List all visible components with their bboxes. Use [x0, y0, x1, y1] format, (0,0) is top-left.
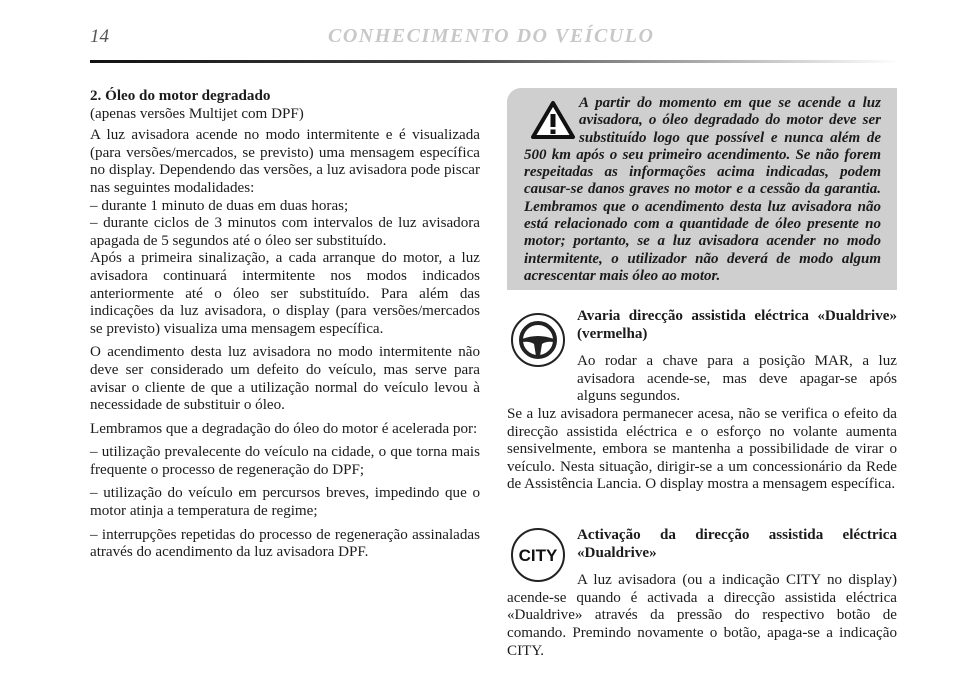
paragraph: – utilização do veículo em percursos breves, impedindo que o motor atinja a temperatura de regime;	[90, 485, 480, 520]
paragraph: Lembramos que a degradação do óleo do motor é acelerada por:	[90, 420, 478, 437]
activation-lead: A luz avisadora (ou a indicação CITY no display) acende-se quando é activada a direcção assistida eléctrica «Dualdrive» através da pressão do respectivo botão de comando. Premindo novamente o botão, apaga-se a indicação CITY.	[507, 572, 897, 659]
section-title-oil: 2. Óleo do motor degradado	[90, 88, 271, 104]
city-icon-label: CITY	[518, 546, 558, 565]
section-dualdrive-activation	[507, 527, 897, 660]
fault-body: Se a luz avisadora permanecer acesa, não se verifica o efeito da direcção assistida eléctrica e o esforço no volante aumenta sensivelmente, embora se mantenha a possibilidade de virar o veículo. Nesta situação, dirigir-se a um concessionário da Rede de Assistência Lancia. O display mostra a mensagem específica.	[507, 405, 897, 493]
paragraph: – utilização prevalecente do veículo na cidade, o que torna mais frequente o processo de regeneração do DPF;	[90, 444, 480, 478]
paragraph: A luz avisadora acende no modo intermitente e é visualizada (para versões/mercados, se previsto) uma mensagem específica no display. Dependendo das versões, a luz avisadora pode piscar nas seguintes modalidades: – durante 1 minuto de duas em duas horas; – durante ciclos de 3 minutos com intervalos de luz avisadora apagada de 5 segundos até o óleo ser substituído. Após a primeira sinalização, a cada arranque do motor, a luz avisadora continuará intermitente nos modos indicados anteriormente até o óleo ser substituído. Para além das indicações da luz avisadora, o display (para versões/mercados se previsto) visualiza uma mensagem específica.	[90, 127, 480, 337]
paragraph: (apenas versões Multijet com DPF)	[90, 105, 304, 122]
page-number: 14	[90, 26, 109, 47]
fault-lead: Ao rodar a chave para a posição MAR, a luz avisadora acende-se, mas deve apagar-se após alguns segundos.	[577, 353, 897, 405]
warning-text: A partir do momento em que se acende a luz avisadora, o óleo degradado do motor deve ser substituído logo que possível e nunca além de 500 km após o seu primeiro acendimento. Se não forem respeitadas as informações acima indicadas, podem causar-se danos graves no motor e a cessão da garantia. Lembramos que o acendimento desta luz avisadora não está relacionado com a quantidade de óleo presente no motor; portanto, se a luz avisadora acender no modo intermitente, o utilizador não deverá de modo algum acrescentar mais óleo ao motor.	[524, 95, 881, 284]
section-title-activation: Activação da direcção assistida eléctrica «Dualdrive»	[577, 527, 897, 561]
left-column	[90, 88, 480, 568]
header-rule	[90, 60, 900, 63]
warning-text-block	[524, 95, 881, 285]
section-title-fault: Avaria direcção assistida eléctrica «Dualdrive» (vermelha)	[577, 308, 897, 342]
paragraph: O acendimento desta luz avisadora no modo intermitente não deve ser considerado um defeito do veículo, mas serve para avisar o cliente de que a utilização normal do veículo levou à necessidade de substituir o óleo.	[90, 344, 480, 414]
running-title: CONHECIMENTO DO VEÍCULO	[328, 25, 655, 47]
paragraph: – interrupções repetidas do processo de regeneração assinaladas através do acendimento da luz avisadora DPF.	[90, 526, 480, 561]
section-dualdrive-fault	[507, 308, 897, 494]
